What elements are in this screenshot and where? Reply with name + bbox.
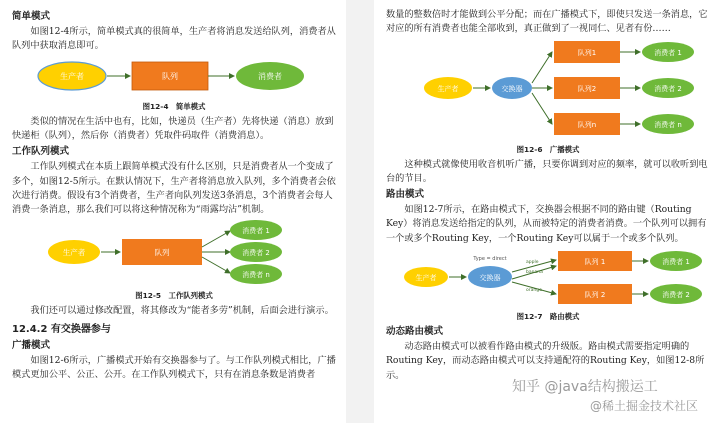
queue-2-label: 队列 2 bbox=[584, 290, 606, 299]
paragraph-routing: 如图12-7所示，在路由模式下，交换器会根据不同的路由键（Routing Key）将消息发送给指定的队列，从而被特定的消费者消费。一个队列可以拥有一个或多个Routing Key，一个Routing Key可以属于一个或多个队列。 bbox=[386, 204, 707, 244]
heading-broadcast: 广播模式 bbox=[12, 339, 51, 351]
figure-12-6-caption: 图12-6 广播模式 bbox=[516, 144, 580, 154]
exchange-label: 交换器 bbox=[479, 273, 501, 282]
consumer-2-label: 消费者 2 bbox=[654, 85, 682, 94]
routing-key-apple: apple bbox=[526, 259, 539, 265]
queue-1-label: 队列 1 bbox=[584, 257, 606, 266]
routing-key-orange: orange bbox=[526, 287, 542, 293]
watermark-juejin: @稀土掘金技术社区 bbox=[590, 399, 699, 413]
right-page bbox=[374, 0, 720, 423]
consumer-2-label: 消费者 2 bbox=[662, 290, 690, 299]
consumer-1-label: 消费者 1 bbox=[662, 257, 690, 266]
heading-dynamic-routing: 动态路由模式 bbox=[386, 326, 444, 338]
queue-n-label: 队列n bbox=[577, 121, 597, 130]
paragraph-work-queue: 工作队列模式在本质上跟简单模式没有什么区别，只是消费者从一个变成了多个，如图12-5所示。在默认情况下，生产者将消息放入队列，多个消费者会依次进行消费。假设有3个消费者，生产者向队列发送3条消息，3个消费者会每人消费一条消息，那么我们可以将这种情况称为“雨露均沾”机制。 bbox=[12, 161, 336, 216]
consumer-2-label: 消费者 2 bbox=[242, 249, 270, 258]
figure-12-4 bbox=[12, 56, 336, 113]
left-page bbox=[0, 0, 346, 423]
paragraph-radio: 这种模式就像使用收音机听广播，只要你调到对应的频率，就可以收听到电台的节目。 bbox=[386, 158, 708, 184]
paragraph-broadcast: 如图12-6所示，广播模式开始有交换器参与了。与工作队列模式相比，广播模式更加公平、公正、公开。在工作队列模式下，只有在消息条数是消费者 bbox=[12, 355, 336, 381]
queue-label: 队列 bbox=[154, 248, 170, 258]
queue-1-label: 队列1 bbox=[577, 49, 597, 58]
paragraph-config: 我们还可以通过修改配置，将其修改为“能者多劳”机制，后面会进行演示。 bbox=[30, 305, 334, 317]
consumer-n-label: 消费者 n bbox=[242, 271, 270, 280]
paragraph-analogy: 类似的情况在生活中也有，比如，快递员（生产者）先将快递（消息）放到快递柜（队列），然后你（消费者）凭取件码取件（消费消息）。 bbox=[12, 115, 334, 142]
watermark-zhihu: 知乎 @java结构搬运工 bbox=[512, 379, 658, 395]
figure-12-7 bbox=[386, 248, 710, 323]
consumer-label: 消费者 bbox=[258, 71, 282, 81]
paragraph-simple-mode: 如图12-4所示，简单模式真的很简单，生产者将消息发送给队列，消费者从队列中获取消息即可。 bbox=[12, 26, 336, 52]
consumer-1-label: 消费者 1 bbox=[654, 49, 682, 58]
paragraph-dynamic-routing: 动态路由模式可以被看作路由模式的升级版。路由模式需要指定明确的Routing Key，而动态路由模式可以支持通配符的Routing Key，如图12-8所示。 bbox=[386, 341, 705, 381]
producer-label: 生产者 bbox=[415, 273, 437, 282]
figure-12-5-caption: 图12-5 工作队列模式 bbox=[135, 291, 213, 301]
figure-12-4-caption: 图12-4 简单模式 bbox=[142, 101, 206, 111]
heading-routing: 路由模式 bbox=[386, 189, 425, 201]
section-heading-12-4-2: 12.4.2 有交换器参与 bbox=[12, 323, 111, 335]
heading-simple-mode: 简单模式 bbox=[12, 11, 51, 22]
producer-label: 生产者 bbox=[62, 248, 86, 258]
consumer-1-label: 消费者 1 bbox=[242, 227, 270, 236]
routing-type-label: Type = direct bbox=[473, 255, 507, 262]
figure-12-5 bbox=[12, 219, 336, 302]
queue-label: 队列 bbox=[162, 71, 178, 81]
page-gutter bbox=[346, 0, 374, 423]
routing-key-banana: banana bbox=[526, 269, 543, 275]
producer-label: 生产者 bbox=[437, 85, 459, 94]
queue-2-label: 队列2 bbox=[577, 85, 597, 94]
exchange-label: 交换器 bbox=[501, 85, 523, 94]
consumer-n-label: 消费者 n bbox=[654, 121, 682, 130]
heading-work-queue: 工作队列模式 bbox=[12, 146, 70, 158]
producer-label: 生产者 bbox=[60, 71, 84, 81]
figure-12-7-caption: 图12-7 路由模式 bbox=[516, 312, 580, 322]
paragraph-continued: 数量的整数倍时才能做到公平分配；而在广播模式下，即使只发送一条消息，它对应的所有消费者也能全部收到，真正做到了一视同仁、见者有份…… bbox=[386, 9, 708, 35]
figure-12-6 bbox=[386, 38, 710, 155]
